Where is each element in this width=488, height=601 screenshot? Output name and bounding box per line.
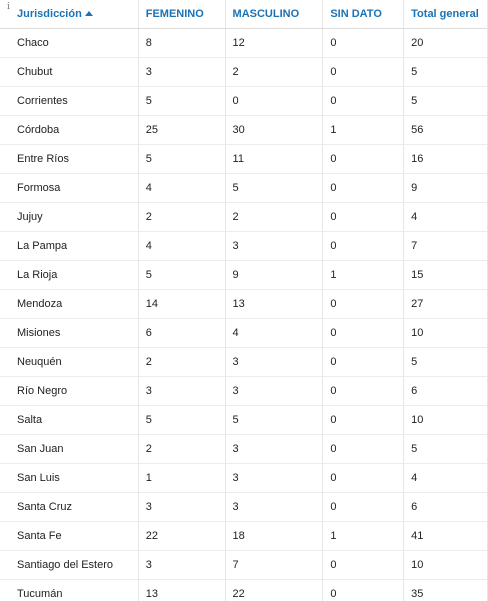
femenino-cell: 4	[139, 232, 226, 260]
femenino-cell: 3	[139, 377, 226, 405]
column-header-total-general[interactable]	[404, 0, 487, 28]
table-row	[0, 203, 487, 232]
total-general-cell: 7	[411, 240, 418, 252]
column-header-jurisdiccion[interactable]	[0, 0, 139, 28]
table-body	[0, 29, 487, 601]
table-row	[0, 261, 487, 290]
total-general-cell: 27	[411, 298, 424, 310]
masculino-cell: 3	[226, 377, 324, 405]
femenino-cell: 2	[139, 203, 226, 231]
table-header	[0, 0, 487, 29]
jurisdiccion-cell: Chubut	[0, 58, 139, 86]
sin-dato-cell: 0	[323, 551, 404, 579]
masculino-cell: 13	[226, 290, 324, 318]
sin-dato-cell: 0	[323, 580, 404, 601]
femenino-cell: 25	[139, 116, 226, 144]
femenino-cell: 13	[139, 580, 226, 601]
jurisdiccion-cell: La Rioja	[0, 261, 139, 289]
total-general-cell: 10	[411, 414, 424, 426]
total-general-cell: 6	[411, 501, 418, 513]
masculino-cell: 0	[226, 87, 324, 115]
total-general-cell: 5	[411, 95, 418, 107]
info-icon[interactable]: i	[7, 2, 10, 12]
sin-dato-cell: 0	[323, 493, 404, 521]
masculino-cell: 5	[226, 406, 324, 434]
table-row	[0, 232, 487, 261]
total-general-cell: 35	[411, 588, 424, 600]
masculino-cell: 3	[226, 232, 324, 260]
table-row	[0, 493, 487, 522]
column-header-sin-dato[interactable]	[323, 0, 404, 28]
table-row	[0, 319, 487, 348]
femenino-cell: 1	[139, 464, 226, 492]
masculino-cell: 3	[226, 435, 324, 463]
column-header-label: FEMENINO	[145, 8, 204, 20]
total-general-cell: 5	[411, 443, 418, 455]
jurisdiccion-cell: Formosa	[0, 174, 139, 202]
jurisdiccion-cell: Salta	[0, 406, 139, 434]
masculino-cell: 2	[226, 58, 324, 86]
table-row	[0, 522, 487, 551]
femenino-cell: 4	[139, 174, 226, 202]
table-row	[0, 435, 487, 464]
table-row	[0, 377, 487, 406]
femenino-cell: 2	[139, 348, 226, 376]
femenino-cell: 3	[139, 58, 226, 86]
sin-dato-cell: 1	[323, 261, 404, 289]
femenino-cell: 8	[139, 29, 226, 57]
total-general-cell: 15	[411, 269, 424, 281]
total-general-cell: 5	[411, 66, 418, 78]
jurisdiccion-cell: Corrientes	[0, 87, 139, 115]
total-general-cell: 4	[411, 472, 418, 484]
masculino-cell: 7	[226, 551, 324, 579]
masculino-cell: 30	[226, 116, 324, 144]
jurisdiccion-cell: Santa Fe	[0, 522, 139, 550]
sin-dato-cell: 0	[323, 464, 404, 492]
table-row	[0, 580, 487, 601]
femenino-cell: 5	[139, 261, 226, 289]
total-general-cell: 4	[411, 211, 418, 223]
masculino-cell: 18	[226, 522, 324, 550]
jurisdiccion-cell: Tucumán	[0, 580, 139, 601]
masculino-cell: 3	[226, 464, 324, 492]
jurisdiccion-cell: Chaco	[0, 29, 139, 57]
femenino-cell: 14	[139, 290, 226, 318]
table-row	[0, 87, 487, 116]
table-row	[0, 58, 487, 87]
sin-dato-cell: 0	[323, 145, 404, 173]
total-general-cell: 16	[411, 153, 424, 165]
total-general-cell: 10	[411, 327, 424, 339]
masculino-cell: 3	[226, 348, 324, 376]
total-general-cell: 6	[411, 385, 418, 397]
column-header-label: SIN DATO	[330, 8, 382, 20]
jurisdiccion-cell: Córdoba	[0, 116, 139, 144]
sin-dato-cell: 0	[323, 87, 404, 115]
masculino-cell: 5	[226, 174, 324, 202]
jurisdiccion-cell: San Luis	[0, 464, 139, 492]
masculino-cell: 4	[226, 319, 324, 347]
table-row	[0, 174, 487, 203]
sort-ascending-icon	[85, 11, 93, 16]
sin-dato-cell: 1	[323, 116, 404, 144]
jurisdiccion-cell: Jujuy	[0, 203, 139, 231]
total-general-cell: 41	[411, 530, 424, 542]
table-row	[0, 145, 487, 174]
total-general-cell: 10	[411, 559, 424, 571]
total-general-cell: 9	[411, 182, 418, 194]
table-row	[0, 116, 487, 145]
jurisdiccion-cell: Santiago del Estero	[0, 551, 139, 579]
sin-dato-cell: 0	[323, 203, 404, 231]
femenino-cell: 5	[139, 406, 226, 434]
femenino-cell: 2	[139, 435, 226, 463]
sin-dato-cell: 0	[323, 406, 404, 434]
table-row	[0, 348, 487, 377]
jurisdiccion-cell: Mendoza	[0, 290, 139, 318]
masculino-cell: 12	[226, 29, 324, 57]
sin-dato-cell: 0	[323, 290, 404, 318]
sin-dato-cell: 0	[323, 348, 404, 376]
femenino-cell: 5	[139, 87, 226, 115]
femenino-cell: 3	[139, 551, 226, 579]
femenino-cell: 22	[139, 522, 226, 550]
column-header-femenino[interactable]	[139, 0, 226, 28]
sin-dato-cell: 0	[323, 435, 404, 463]
masculino-cell: 3	[226, 493, 324, 521]
column-header-label: Jurisdicción	[17, 8, 82, 20]
femenino-cell: 5	[139, 145, 226, 173]
jurisdiccion-cell: San Juan	[0, 435, 139, 463]
jurisdiccion-cell: Río Negro	[0, 377, 139, 405]
jurisdiccion-cell: Entre Ríos	[0, 145, 139, 173]
sin-dato-cell: 0	[323, 232, 404, 260]
masculino-cell: 2	[226, 203, 324, 231]
column-header-label: MASCULINO	[232, 8, 300, 20]
jurisdiccion-cell: Misiones	[0, 319, 139, 347]
sin-dato-cell: 1	[323, 522, 404, 550]
jurisdiccion-cell: Neuquén	[0, 348, 139, 376]
masculino-cell: 11	[226, 145, 324, 173]
sin-dato-cell: 0	[323, 319, 404, 347]
jurisdiccion-cell: Santa Cruz	[0, 493, 139, 521]
column-header-masculino[interactable]	[226, 0, 324, 28]
jurisdiccion-cell: La Pampa	[0, 232, 139, 260]
total-general-cell: 56	[411, 124, 424, 136]
femenino-cell: 6	[139, 319, 226, 347]
sin-dato-cell: 0	[323, 29, 404, 57]
table-row	[0, 464, 487, 493]
column-header-label: Total general	[411, 8, 479, 20]
table-row	[0, 406, 487, 435]
table-row	[0, 290, 487, 319]
total-general-cell: 20	[411, 37, 424, 49]
table-row	[0, 551, 487, 580]
sin-dato-cell: 0	[323, 58, 404, 86]
table-row	[0, 29, 487, 58]
total-general-cell: 5	[411, 356, 418, 368]
femenino-cell: 3	[139, 493, 226, 521]
masculino-cell: 22	[226, 580, 324, 601]
sin-dato-cell: 0	[323, 377, 404, 405]
sin-dato-cell: 0	[323, 174, 404, 202]
masculino-cell: 9	[226, 261, 324, 289]
